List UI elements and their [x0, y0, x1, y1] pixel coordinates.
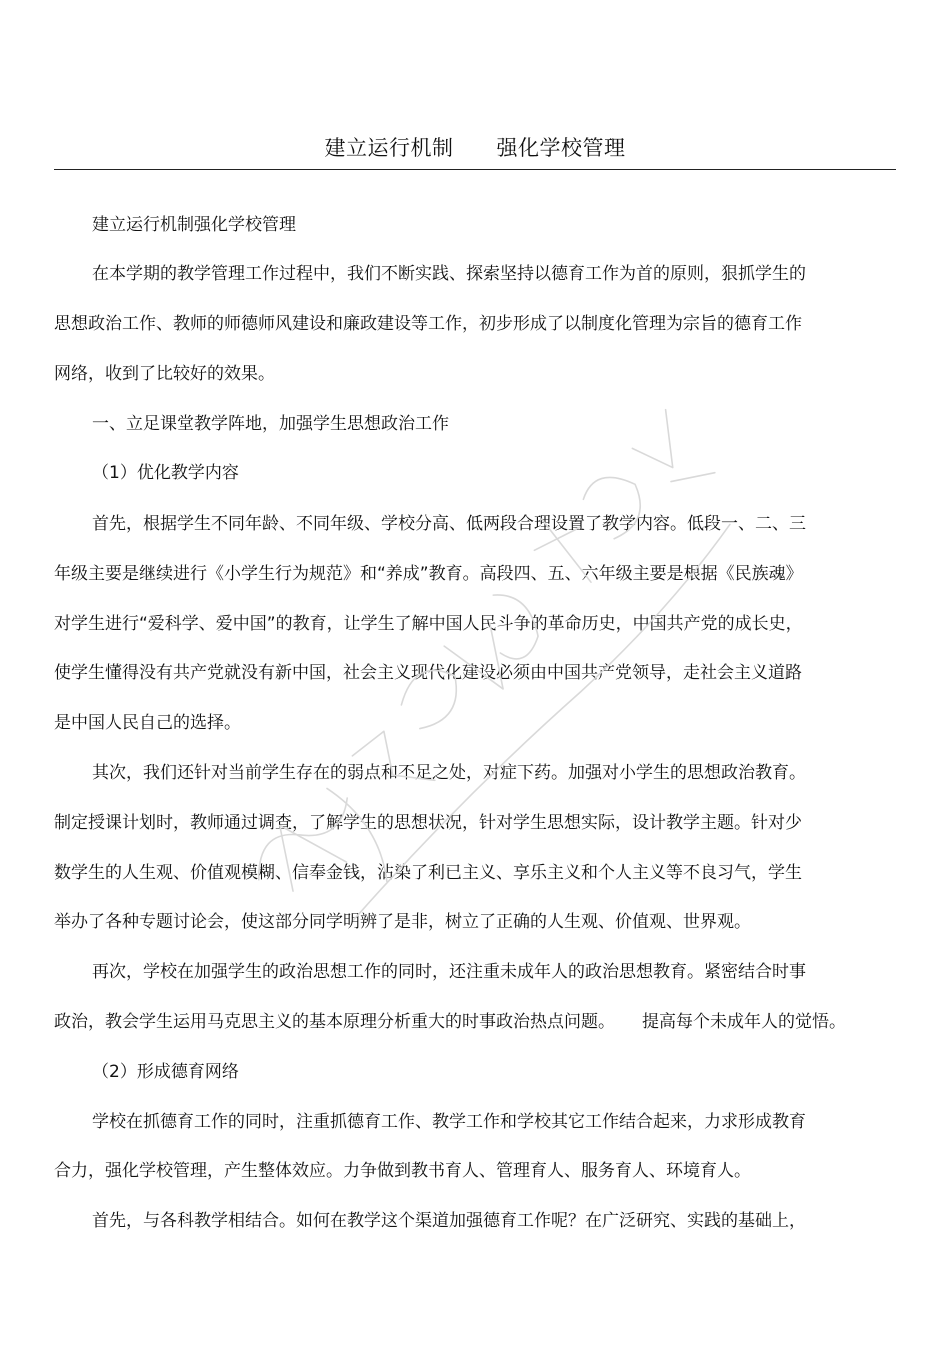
paragraph-line: 对学生进行“爱科学、爱中国”的教育，让学生了解中国人民斗争的革命历史，中国共产党的成长史，: [54, 614, 803, 634]
document-title: 建立运行机制 强化学校管理: [324, 136, 626, 160]
title-divider: [54, 169, 896, 170]
paragraph-line: 建立运行机制强化学校管理: [92, 215, 296, 235]
section-heading: 一、立足课堂教学阵地，加强学生思想政治工作: [92, 414, 449, 434]
paragraph-line: 其次，我们还针对当前学生存在的弱点和不足之处，对症下药。加强对小学生的思想政治教育。: [92, 763, 806, 783]
paragraph-line: 政治，教会学生运用马克思主义的基本原理分析重大的时事政治热点问题。 提高每个未成年人的觉悟。: [54, 1012, 847, 1032]
paragraph-line: 是中国人民自己的选择。: [54, 713, 241, 733]
subsection-heading: （2）形成德育网络: [92, 1062, 239, 1082]
paragraph-line: 年级主要是继续进行《小学生行为规范》和“养成”教育。高段四、五、六年级主要是根据《民族魂》: [54, 564, 803, 584]
paragraph-line: 使学生懂得没有共产党就没有新中国，社会主义现代化建设必须由中国共产党领导，走社会主义道路: [54, 663, 802, 683]
paragraph-line: 举办了各种专题讨论会，使这部分同学明辨了是非，树立了正确的人生观、价值观、世界观。: [54, 912, 751, 932]
paragraph-line: 数学生的人生观、价值观模糊、信奉金钱，沾染了利已主义、享乐主义和个人主义等不良习气，学生: [54, 863, 802, 883]
subsection-heading: （1）优化教学内容: [92, 463, 239, 483]
paragraph-line: 在本学期的教学管理工作过程中，我们不断实践、探索坚持以德育工作为首的原则，狠抓学生的: [92, 264, 806, 284]
paragraph-line: 制定授课计划时，教师通过调查，了解学生的思想状况，针对学生思想实际，设计教学主题。针对少: [54, 813, 802, 833]
paragraph-line: 首先，根据学生不同年龄、不同年级、学校分高、低两段合理设置了教学内容。低段一、二、三: [92, 514, 806, 534]
paragraph-line: 合力，强化学校管理，产生整体效应。力争做到教书育人、管理育人、服务育人、环境育人。: [54, 1161, 751, 1181]
paragraph-line: 学校在抓德育工作的同时，注重抓德育工作、教学工作和学校其它工作结合起来，力求形成教育: [92, 1112, 806, 1132]
paragraph-line: 思想政治工作、教师的师德师风建设和廉政建设等工作，初步形成了以制度化管理为宗旨的德育工作: [54, 314, 802, 334]
paragraph-line: 首先，与各科教学相结合。如何在教学这个渠道加强德育工作呢？在广泛研究、实践的基础上，: [92, 1211, 806, 1231]
paragraph-line: 再次，学校在加强学生的政治思想工作的同时，还注重未成年人的政治思想教育。紧密结合时事: [92, 962, 806, 982]
paragraph-line: 网络，收到了比较好的效果。: [54, 364, 275, 384]
